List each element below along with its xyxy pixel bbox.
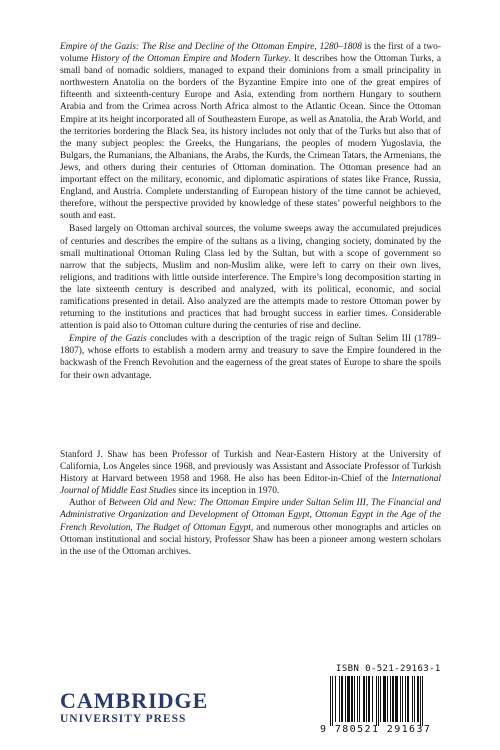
- barcode-bar: [351, 676, 353, 722]
- isbn-text: ISBN 0-521-29163-1: [336, 664, 441, 674]
- barcode-bar: [363, 676, 365, 722]
- barcode-bar: [368, 676, 370, 722]
- barcode-bar: [405, 676, 406, 722]
- description-paragraph-1: Empire of the Gazis: The Rise and Decline of the Ottoman Empire, 1280–1808 is the first of a two-volume History of the Ottoman Empire and Modern Turkey. It describes how the Ottoman Turks, a small band of nomadic soldiers, managed to expand their dominions from a small principality in northwestern Anatolia on the borders of the Byzantine Empire into one of the great empires of fifteenth and sixteenth-century Europe and Asia, extending from northern Hungary to southern Arabia and from the Crimea across North Africa almost to the Atlantic Ocean. Since the Ottoman Empire at its height incorporated all of Southeastern Europe, as well as Anatolia, the Arab World, and the territories bordering the Black Sea, its history includes not only that of the Turks but also that of the many subject peoples: the Greeks, the Hungarians, the peoples of modern Yugoslavia, the Bulgars, the Rumanians, the Albanians, the Arabs, the Kurds, the Crimean Tatars, the Armenians, the Jews, and others during their centuries of Ottoman domination. The Ottoman presence had an important effect on the military, economic, and diplomatic aspirations of states like France, Russia, England, and Austria. Complete understanding of European history of the time cannot be achieved, therefore, without the perspective provided by knowledge of these states’ powerful neighbors to the south and east.: [60, 42, 441, 222]
- barcode-bar: [378, 676, 379, 726]
- publisher-name-line1: CAMBRIDGE: [60, 688, 209, 713]
- author-works: Between Old and New: The Ottoman Empire under Sultan Selim III, The Financial and Administrative Organization and Development of Ottoman Egypt, Ottoman Egypt in the Age of the French Revolution, The Budget of Ottoman Egypt,: [60, 498, 441, 533]
- book-title: Empire of the Gazis: The Rise and Decline of the Ottoman Empire, 1280–1808: [60, 42, 362, 52]
- description-paragraph-2: Based largely on Ottoman archival sources, the volume sweeps away the accumulated prejudices of centuries and describes the empire of the sultans as a living, changing society, dominated by the small multinational Ottoman Ruling Class led by the Sultan, but with a scope of government so narrow that the subjects, Muslim and non-Muslim alike, were left to carry on their own lives, religions, and traditions with little outside interference. The Empire’s long decomposition starting in the late sixteenth century is described and analyzed, with its political, economic, and social ramifications presented in detail. Also analyzed are the attempts made to restore Ottoman power by returning to the institutions and practices that had brought success in earlier times. Considerable attention is paid also to Ottoman culture during the centuries of rise and decline.: [60, 224, 441, 332]
- barcode-bar: [383, 676, 386, 722]
- barcode-bar: [332, 676, 333, 726]
- barcode-bar: [345, 676, 346, 722]
- barcode-bar: [402, 676, 403, 722]
- journal-title: International Journal of Middle East Studies: [60, 474, 441, 497]
- barcode-bar: [417, 676, 419, 722]
- author-bio: [60, 449, 441, 558]
- barcode-bar: [400, 676, 401, 722]
- barcode-bar: [387, 676, 388, 722]
- barcode-number: 9 780521 291637: [320, 724, 432, 735]
- barcode-bar: [414, 676, 415, 722]
- barcode-bar: [335, 676, 336, 722]
- barcode-icon: [326, 676, 456, 730]
- barcode-bar: [357, 676, 358, 722]
- publisher-name-line2: UNIVERSITY PRESS: [60, 713, 187, 725]
- bio-paragraph-1: Stanford J. Shaw has been Professor of Turkish and Near-Eastern History at the University of California, Los Angeles since 1968, and previously was Assistant and Associate Professor of Turkish History at Harvard between 1958 and 1968. He also has been Editor-in-Chief of the International Journal of Middle East Studies since its inception in 1970.: [60, 450, 441, 497]
- barcode-block: [316, 664, 458, 742]
- barcode-bar: [372, 676, 373, 722]
- barcode-bar: [354, 676, 355, 722]
- barcode-bar: [422, 676, 423, 726]
- barcode-bar: [330, 676, 331, 726]
- barcode-bar: [380, 676, 381, 722]
- barcode-bar: [341, 676, 343, 722]
- barcode-bar: [359, 676, 360, 722]
- barcode-bar: [407, 676, 409, 722]
- book-title-short: Empire of the Gazis: [69, 334, 147, 345]
- barcode-bar: [366, 676, 367, 722]
- description-paragraph-3: Empire of the Gazis concludes with a description of the tragic reign of Sultan Selim III (1789–1807), whose efforts to establish a modern army and treasury to save the Empire foundered in the backwash of the French Revolution and the eagerness of the great states of Europe to share the spoils for their own advantage.: [60, 334, 441, 381]
- book-description: [60, 41, 441, 382]
- bio-paragraph-2: Author of Between Old and New: The Ottoman Empire under Sultan Selim III, The Financial and Administrative Organization and Development of Ottoman Egypt, Ottoman Egypt in the Age of the French Revolution, The Budget of Ottoman Egypt, and numerous other monographs and articles on Ottoman institutional and social history, Professor Shaw has been a pioneer among western scholars in the use of the Ottoman archives.: [60, 498, 441, 557]
- publisher-logo: [60, 690, 208, 726]
- series-title: History of the Ottoman Empire and Modern Turkey: [91, 54, 289, 65]
- barcode-bar: [395, 676, 398, 722]
- barcode-bar: [412, 676, 413, 722]
- barcode-bar: [347, 676, 350, 722]
- barcode-bar: [392, 676, 394, 722]
- barcode-bar: [390, 676, 391, 722]
- barcode-bar: [376, 676, 377, 726]
- barcode-bar: [339, 676, 340, 722]
- barcode-bar: [420, 676, 421, 726]
